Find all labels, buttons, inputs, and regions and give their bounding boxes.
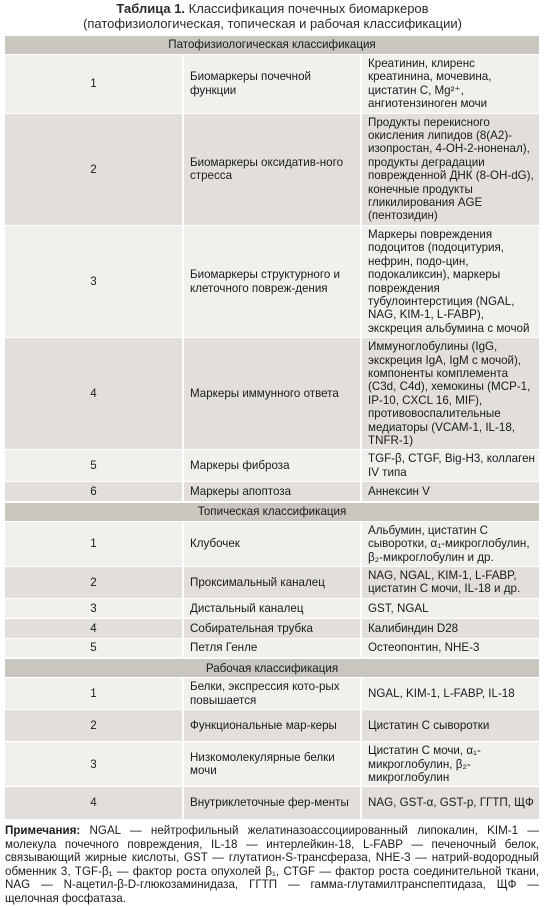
cell-name: Биомаркеры оксидатив-ного стресса	[183, 113, 361, 225]
biomarker-table	[5, 34, 539, 819]
cell-name: Петля Генле	[183, 638, 361, 658]
cell-desc: NAG, NGAL, KIM-1, L-FABP, цистатин C мочи, IL-18 и др.	[361, 566, 539, 598]
cell-desc: Маркеры повреждения подоцитов (подоцитурия, нефрин, подо-цин, подокаликсин), маркеры повреждения тубулоинтерстиция (NGAL, NAG, KIM-1, L-FABP), экскреция альбумина с мочой	[361, 225, 539, 337]
cell-name: Низкомолекулярные белки мочи	[183, 742, 361, 787]
table-row	[5, 710, 539, 742]
section-header	[5, 35, 539, 55]
section-title: Рабочая классификация	[5, 658, 539, 678]
table-caption	[0, 0, 545, 31]
notes-label: Примечания:	[5, 823, 81, 837]
section-header	[5, 502, 539, 522]
cell-num: 4	[5, 338, 183, 450]
cell-num: 2	[5, 710, 183, 742]
cell-num: 1	[5, 678, 183, 710]
cell-name: Проксимальный каналец	[183, 566, 361, 598]
section-title: Топическая классификация	[5, 502, 539, 522]
cell-num: 4	[5, 618, 183, 638]
table-row	[5, 742, 539, 787]
notes-text: NGAL — нейтрофильный желатиназоассоциированный липокалин, KIM-1 — молекула почечного повреждения, IL-18 — интерлейкин-18, L-FABP — печеночный белок, связывающий жирные кислоты, GST — глутатион-S-трансфераза, NHE-3 — натрий-водородный обменник 3, TGF-β₁ — фактор роста опухолей β₁, CTGF — фактор роста соединительной ткани, NAG — N-ацетил-β-D-глюкозаминидаза, ГГТП — гамма-глутамилтранспептидаза, ЩФ — щелочная фосфатаза.	[5, 823, 539, 905]
cell-num: 1	[5, 55, 183, 114]
cell-name: Маркеры фиброза	[183, 450, 361, 482]
cell-num: 4	[5, 787, 183, 819]
table-row	[5, 450, 539, 482]
cell-name: Клубочек	[183, 521, 361, 566]
table-row	[5, 618, 539, 638]
cell-desc: TGF-β, CTGF, Big-H3, коллаген IV типа	[361, 450, 539, 482]
cell-name: Биомаркеры почечной функции	[183, 55, 361, 114]
cell-num: 2	[5, 566, 183, 598]
table-row	[5, 521, 539, 566]
cell-desc: Альбумин, цистатин C сыворотки, α₁-микроглобулин, β₂-микроглобулин и др.	[361, 521, 539, 566]
table-notes	[5, 824, 539, 906]
cell-name: Дистальный каналец	[183, 598, 361, 618]
cell-desc: Остеопонтин, NHE-3	[361, 638, 539, 658]
cell-num: 2	[5, 113, 183, 225]
cell-num: 6	[5, 482, 183, 502]
cell-num: 5	[5, 638, 183, 658]
cell-desc: Цистатин C мочи, α₁-микроглобулин, β₂-микроглобулин	[361, 742, 539, 787]
cell-num: 1	[5, 521, 183, 566]
table-row	[5, 598, 539, 618]
cell-num: 3	[5, 225, 183, 337]
table-row	[5, 787, 539, 819]
table-row	[5, 482, 539, 502]
cell-name: Функциональные мар-керы	[183, 710, 361, 742]
caption-label: Таблица 1.	[116, 1, 186, 16]
cell-name: Маркеры иммунного ответа	[183, 338, 361, 450]
cell-desc: Иммуноглобулины (IgG, экскреция IgA, IgM с мочой), компоненты комплемента (C3d, C4d), хемокины (MCP-1, IP-10, CXCL 16, MIF), противовоспалительные медиаторы (VCAM-1, IL-18, TNFR-1)	[361, 338, 539, 450]
cell-num: 5	[5, 450, 183, 482]
table-row	[5, 678, 539, 710]
cell-name: Маркеры апоптоза	[183, 482, 361, 502]
caption-title: Классификация почечных биомаркеров	[188, 1, 429, 16]
cell-desc: GST, NGAL	[361, 598, 539, 618]
section-title: Патофизиологическая классификация	[5, 35, 539, 55]
cell-desc: Креатинин, клиренс креатинина, мочевина, цистатин C, Mg²⁺, ангиотензиноген мочи	[361, 55, 539, 114]
cell-desc: Продукты перекисного окисления липидов (8(A2)-изопростан, 4-OH-2-ноненал), продукты деградации поврежденной ДНК (8-OH-dG), конечные продукты гликилирования AGE (пентозидин)	[361, 113, 539, 225]
table-row	[5, 338, 539, 450]
table-row	[5, 638, 539, 658]
cell-desc: NGAL, KIM-1, L-FABP, IL-18	[361, 678, 539, 710]
cell-name: Внутриклеточные фер-менты	[183, 787, 361, 819]
cell-desc: Цистатин C сыворотки	[361, 710, 539, 742]
cell-desc: Аннексин V	[361, 482, 539, 502]
table-row	[5, 55, 539, 114]
table-row	[5, 225, 539, 337]
cell-num: 3	[5, 598, 183, 618]
cell-num: 3	[5, 742, 183, 787]
cell-name: Собирательная трубка	[183, 618, 361, 638]
table-row	[5, 566, 539, 598]
table-row	[5, 113, 539, 225]
cell-name: Биомаркеры структурного и клеточного повреж-дения	[183, 225, 361, 337]
caption-subtitle: (патофизиологическая, топическая и рабочая классификации)	[83, 16, 462, 31]
cell-name: Белки, экспрессия кото-рых повышается	[183, 678, 361, 710]
section-header	[5, 658, 539, 678]
cell-desc: NAG, GST-α, GST-p, ГГТП, ЩФ	[361, 787, 539, 819]
cell-desc: Калибиндин D28	[361, 618, 539, 638]
